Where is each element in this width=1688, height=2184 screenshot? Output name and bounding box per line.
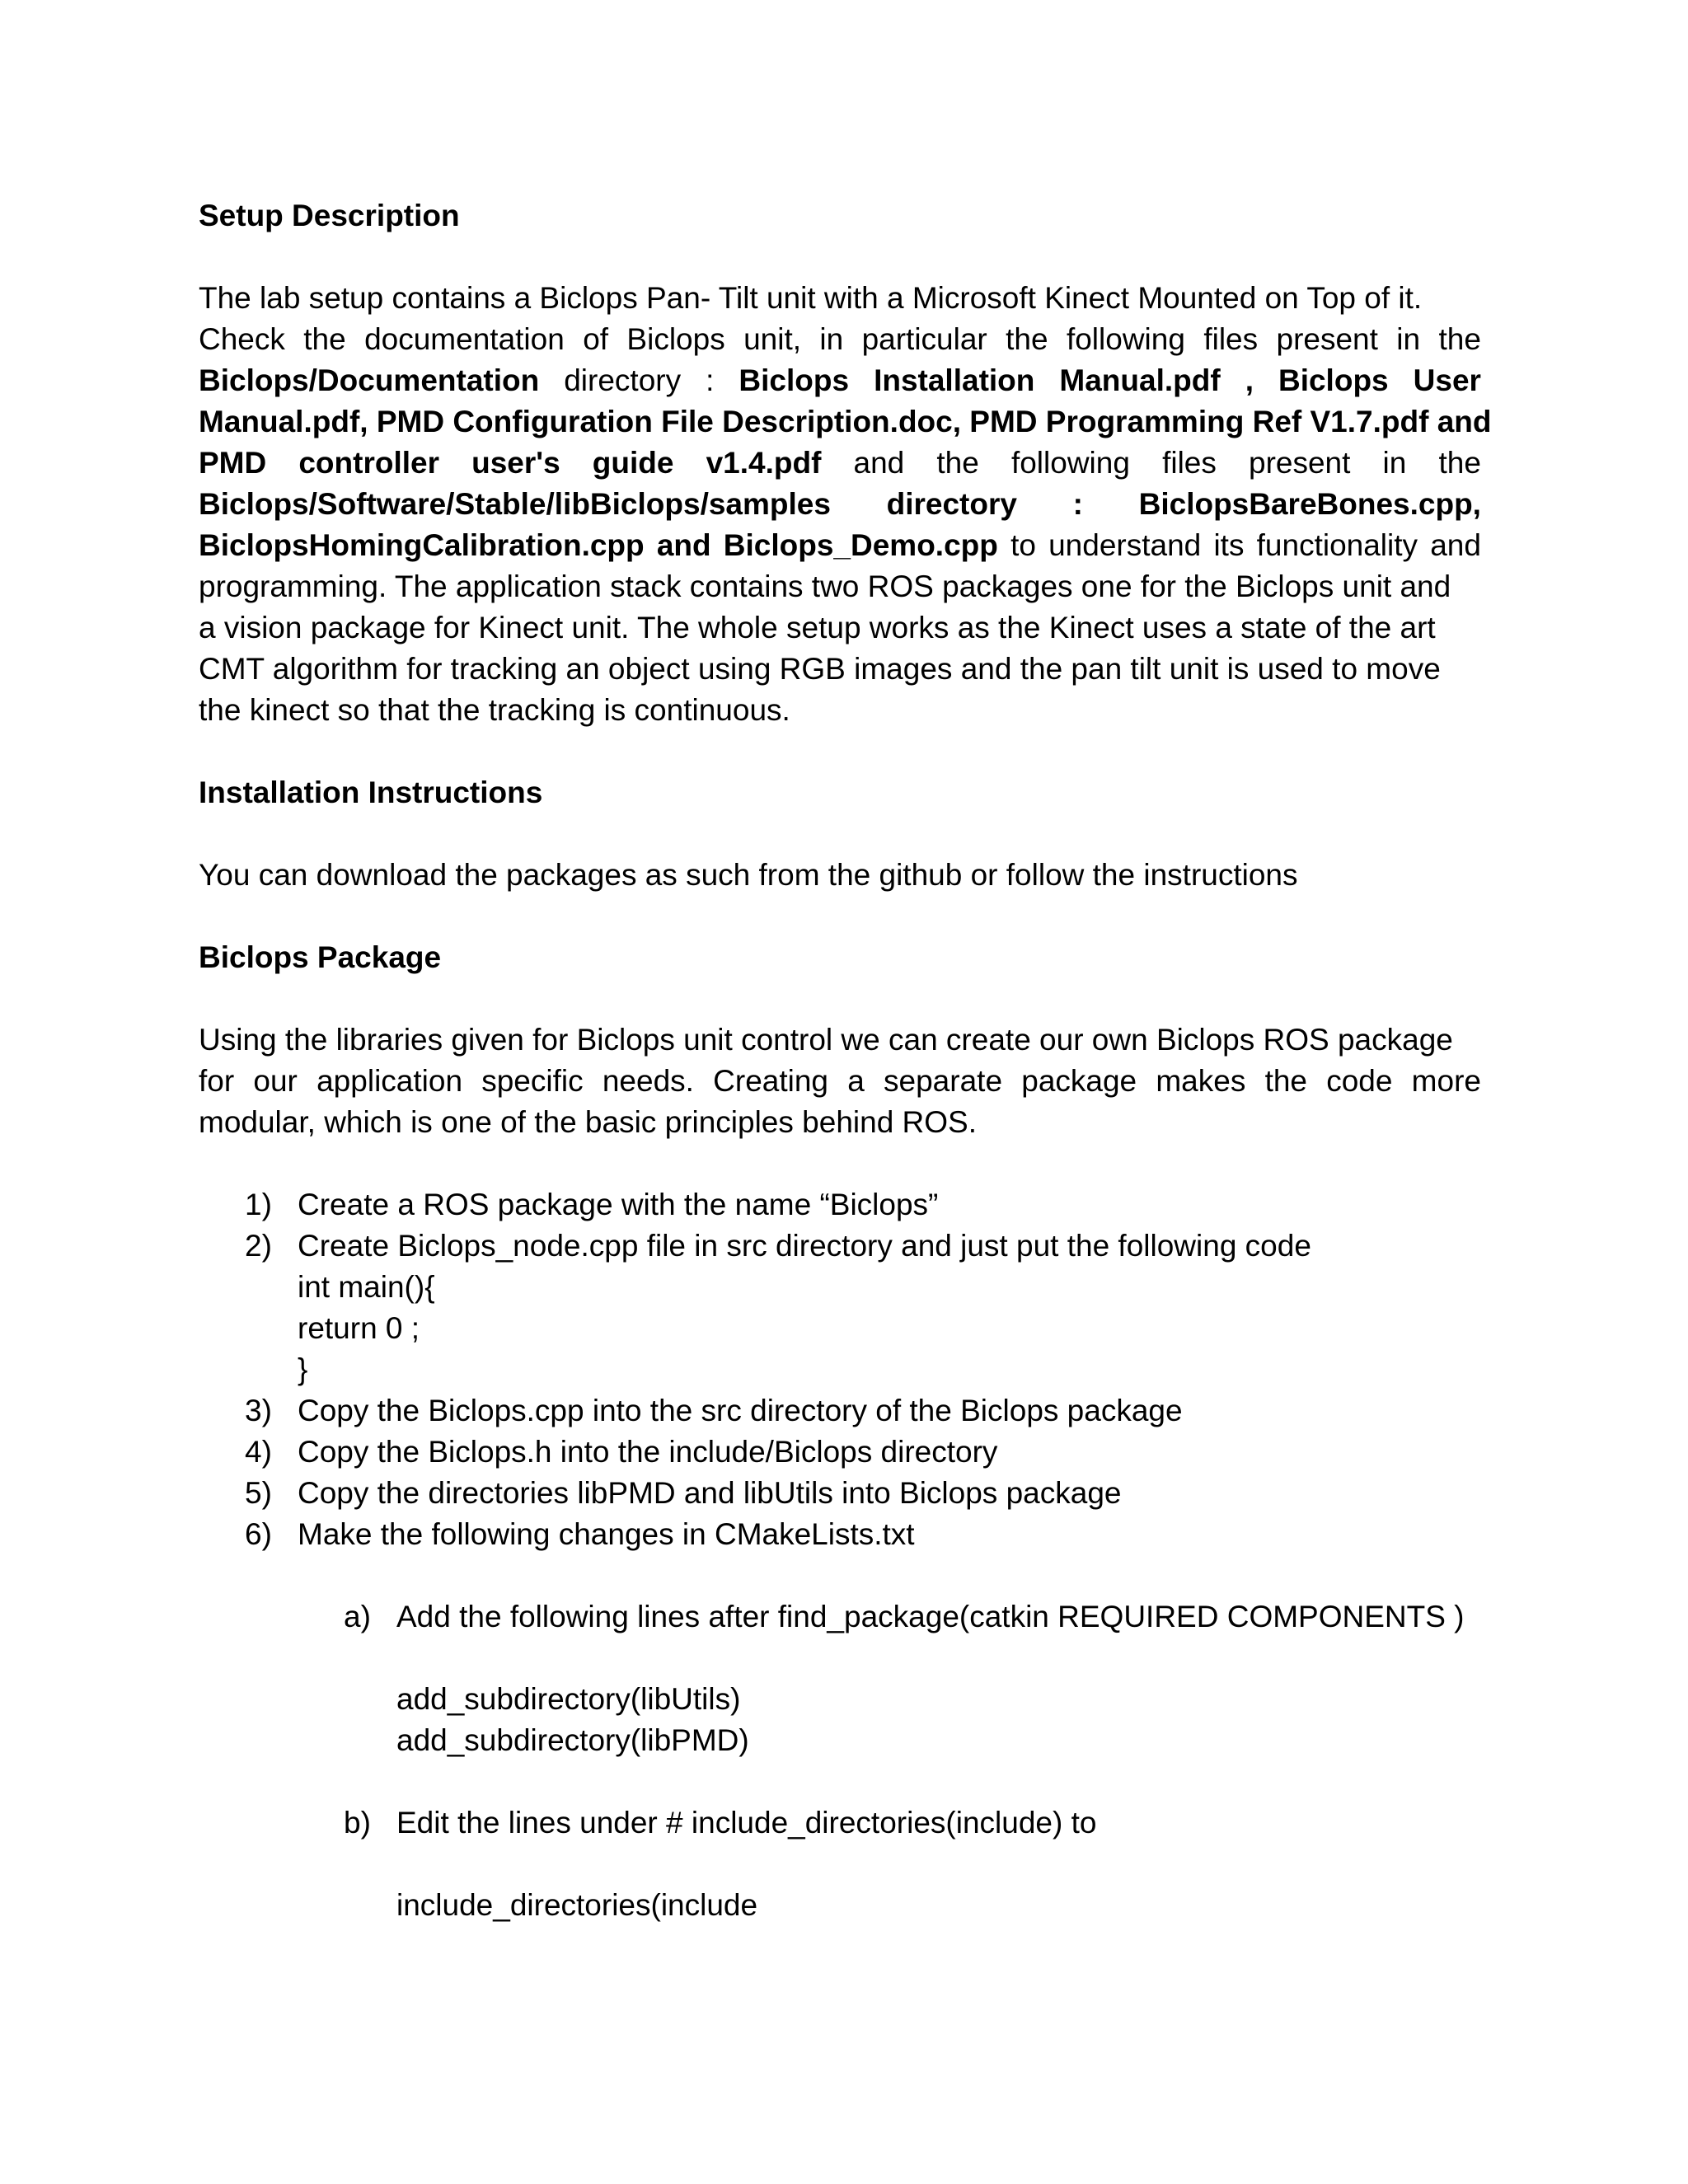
code-line: add_subdirectory(libPMD) xyxy=(396,1723,749,1757)
setup-paragraph xyxy=(199,278,1492,731)
installation-paragraph xyxy=(199,855,1481,896)
code-line: include_directories(include xyxy=(396,1888,758,1922)
setup-line-2: Check the documentation of Biclops unit, in particular the following files present in the xyxy=(199,322,1481,356)
list-item: 3) Copy the Biclops.cpp into the src directory of the Biclops package xyxy=(245,1394,1183,1427)
installation-heading: Installation Instructions xyxy=(199,776,543,809)
list-item: 6) Make the following changes in CMakeLists.txt xyxy=(245,1517,915,1551)
biclops-line-1: Using the libraries given for Biclops unit control we can create our own Biclops ROS package xyxy=(199,1023,1453,1057)
setup-line-7: BiclopsHomingCalibration.cpp and Biclops_Demo.cpp to understand its functionality and xyxy=(199,528,1481,562)
setup-line-1: The lab setup contains a Biclops Pan- Tilt unit with a Microsoft Kinect Mounted on Top of it. xyxy=(199,281,1423,315)
setup-line-11: the kinect so that the tracking is continuous. xyxy=(199,693,790,727)
biclops-line-3: modular, which is one of the basic principles behind ROS. xyxy=(199,1105,978,1139)
setup-line-5: PMD controller user's guide v1.4.pdf and the following files present in the xyxy=(199,446,1481,480)
list-item: 2) Create Biclops_node.cpp file in src directory and just put the following code xyxy=(245,1229,1311,1263)
code-line: int main(){ xyxy=(298,1270,435,1304)
setup-line-4: Manual.pdf, PMD Configuration File Description.doc, PMD Programming Ref V1.7.pdf and xyxy=(199,405,1492,438)
biclops-package-paragraph xyxy=(199,1019,1481,1143)
substep-b: b) Edit the lines under # include_directories(include) to xyxy=(344,1806,1097,1840)
code-line: return 0 ; xyxy=(298,1311,420,1345)
list-item: 5) Copy the directories libPMD and libUtils into Biclops package xyxy=(245,1476,1122,1510)
setup-line-6: Biclops/Software/Stable/libBiclops/samples directory : BiclopsBareBones.cpp, xyxy=(199,487,1481,521)
setup-line-8: programming. The application stack contains two ROS packages one for the Biclops unit and xyxy=(199,569,1451,603)
installation-line: You can download the packages as such from the github or follow the instructions xyxy=(199,858,1298,892)
biclops-line-2: for our application specific needs. Creating a separate package makes the code more xyxy=(199,1064,1481,1098)
list-item: 4) Copy the Biclops.h into the include/Biclops directory xyxy=(245,1435,998,1469)
list-item: 1) Create a ROS package with the name “Biclops” xyxy=(245,1188,939,1221)
steps-list xyxy=(199,1184,1481,1555)
substep-a: a) Add the following lines after find_package(catkin REQUIRED COMPONENTS ) xyxy=(344,1600,1465,1633)
code-line: } xyxy=(298,1352,308,1386)
setup-line-3: Biclops/Documentation directory : Biclops Installation Manual.pdf , Biclops User xyxy=(199,363,1481,397)
code-line: add_subdirectory(libUtils) xyxy=(396,1682,741,1716)
setup-line-10: CMT algorithm for tracking an object using RGB images and the pan tilt unit is used to move xyxy=(199,652,1441,686)
setup-line-9: a vision package for Kinect unit. The whole setup works as the Kinect uses a state of the art xyxy=(199,611,1436,644)
biclops-package-heading: Biclops Package xyxy=(199,940,442,974)
setup-heading: Setup Description xyxy=(199,199,460,232)
